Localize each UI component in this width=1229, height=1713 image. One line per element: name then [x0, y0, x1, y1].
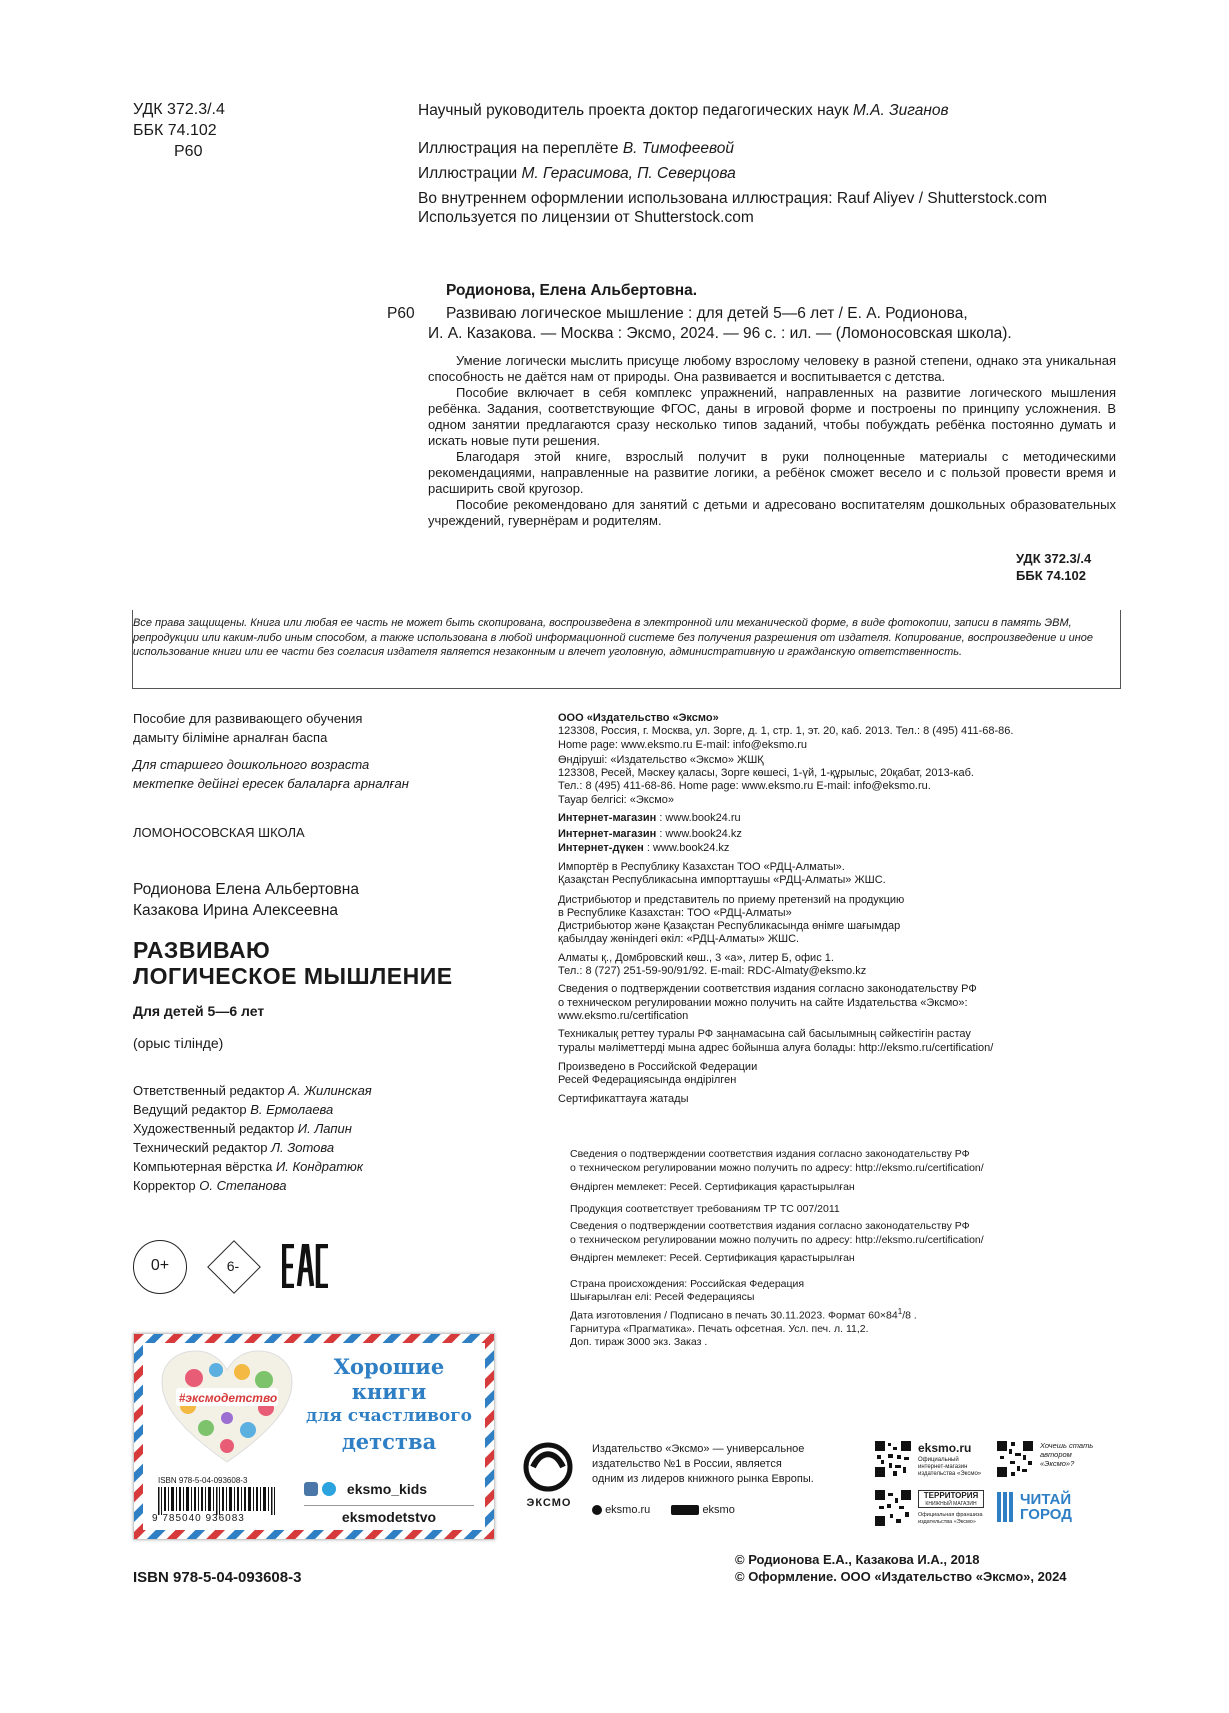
scientific-name: М.А. Зиганов: [852, 102, 949, 119]
eksmo-links: [592, 1503, 735, 1517]
copyright-2: © Оформление. ООО «Издательство «Эксмо», 2024: [735, 1569, 1067, 1584]
staff-role: Ответственный редактор: [133, 1083, 285, 1098]
made-2: Ресей Федерациясында өндірілген: [558, 1074, 737, 1087]
chitai-bar: [1003, 1492, 1007, 1522]
qr2-title: Хочешь стать автором «Эксмо»?: [1040, 1441, 1094, 1468]
biblio-udk: УДК 372.3/.4: [1016, 551, 1092, 566]
promo-headline-3: для счастливого: [306, 1406, 472, 1426]
cover-name: В. Тимофеевой: [622, 140, 734, 157]
heart-collage: [158, 1348, 296, 1466]
staff-row: [133, 1100, 372, 1119]
made-1: Произведено в Российской Федерации: [558, 1060, 758, 1073]
barcode-block: [150, 1476, 288, 1526]
qr1-sub: Официальный интернет-магазин издательства «Эксмо»: [918, 1457, 982, 1477]
scientific-line: [418, 101, 949, 120]
shutterstock-line-2: Используется по лицензии от Shutterstock.com: [418, 209, 754, 226]
vk-icon: [304, 1482, 318, 1496]
age-kz: мектепке дейінгі ересек балаларға арналған: [133, 776, 409, 791]
eksmo-desc-3: одним из лидеров книжного рынка Европы.: [592, 1473, 814, 1485]
annotation: [428, 353, 1116, 529]
eac-icon: [282, 1244, 330, 1288]
staff-role: Корректор: [133, 1178, 196, 1193]
promo-headline-2: книги: [351, 1379, 427, 1404]
shop-2: [558, 828, 1138, 841]
dist-2: в Республике Казахстан: ТОО «РДЦ-Алматы»: [558, 906, 792, 919]
series-name: ЛОМОНОСОВСКАЯ ШКОЛА: [133, 825, 305, 840]
dist-1: Дистрибьютор и представитель по приему претензий на продукцию: [558, 893, 905, 906]
barcode-bars: [158, 1487, 282, 1515]
territory-sub: КНИЖНЫЙ МАГАЗИН: [925, 1501, 977, 1507]
shop-1: [558, 812, 1138, 825]
chitai-1: ЧИТАЙ: [1020, 1491, 1072, 1508]
purpose-kz: дамыту біліміне арналған баспа: [133, 730, 328, 745]
book-title-1: РАЗВИВАЮ: [133, 937, 271, 963]
s2d: Өндірген мемлекет: Ресей. Сертификация қарастырылған: [570, 1252, 855, 1264]
copyright-1: © Родионова Е.А., Казакова И.А., 2018: [735, 1552, 980, 1567]
format-sup: 1: [897, 1306, 903, 1316]
qr1-title[interactable]: eksmo.ru: [918, 1441, 972, 1455]
staff-row: [133, 1119, 372, 1138]
shop-label: Интернет-магазин: [558, 828, 657, 841]
annotation-paragraph: Пособие рекомендовано для занятий с детьми и адресовано воспитателям дошкольных образовательных учреждений, гувернёрам и родителям.: [428, 497, 1116, 528]
font-line: Гарнитура «Прагматика». Печать офсетная. Усл. печ. л. 11,2.: [570, 1322, 869, 1335]
author-1: Родионова Елена Альбертовна: [133, 881, 359, 898]
staff-name: И. Кондратюк: [276, 1159, 363, 1174]
footer-isbn: ISBN 978-5-04-093608-3: [133, 1569, 302, 1586]
sert-kz: Сертификаттауға жатады: [558, 1093, 689, 1106]
print-date: [570, 1305, 1130, 1323]
eksmo-logo-icon: [523, 1440, 573, 1494]
biblio-bbk: ББК 74.102: [1016, 568, 1086, 583]
eksmo-site[interactable]: eksmo.ru: [605, 1504, 651, 1516]
book-subtitle: Для детей 5—6 лет: [133, 1003, 265, 1019]
age-mark-diamond: [208, 1241, 258, 1291]
barcode-isbn: ISBN 978-5-04-093608-3: [158, 1476, 248, 1485]
tel-kz: Тел.: 8 (495) 411-68-86. Home page: www.eksmo.ru E-mail: info@eksmo.ru.: [558, 780, 931, 793]
shop-label: Интернет-дүкен: [558, 841, 644, 854]
territory-desc: Официальная франшиза издательства «Эксмо»: [918, 1512, 983, 1525]
chitai-gorod-text: [1020, 1492, 1072, 1522]
qr-code-icon: [997, 1441, 1033, 1477]
qr-code-icon: [875, 1441, 911, 1477]
age-mark-circle: [133, 1240, 187, 1294]
rights-text: Все права защищены. Книга или любая ее часть не может быть скопирована, воспроизведена в электронной или механической форме, в виде фотокопии, записи в память ЭВМ, репродукции или каким-либо иным способом, а также использована в любой информационной системе без получения разрешения от издателя. Копирование, воспроизведение и иное использование книги или ее части без согласия издателя является незаконным и влечет уголовную, административную и гражданскую ответственность.: [133, 617, 1094, 658]
promo-headline-4: детства: [341, 1429, 437, 1454]
staff-role: Технический редактор: [133, 1140, 268, 1155]
cover-prefix: Иллюстрация на переплёте: [418, 140, 619, 157]
shop-3: [558, 842, 1138, 855]
age-ru: Для старшего дошкольного возраста: [133, 757, 370, 772]
bbk-top: ББК 74.102: [133, 122, 217, 139]
eksmo-desc-1: Издательство «Эксмо» — универсальное: [592, 1443, 805, 1455]
eksmo-description: [592, 1442, 814, 1487]
qr-code-icon: [875, 1490, 911, 1526]
eksmo-logo-text: ЭКСМО: [526, 1497, 572, 1509]
shutterstock-line-1: Во внутреннем оформлении использована иллюстрация: Rauf Aliyev / Shutterstock.com: [418, 190, 1048, 207]
code-top: Р60: [174, 143, 203, 160]
social-row-2: [304, 1505, 474, 1527]
shop-label: Интернет-магазин: [558, 812, 657, 825]
rights-box: [132, 610, 1121, 689]
promo-headline-1: Хорошие: [333, 1354, 445, 1379]
illus-names: М. Герасимова, П. Северцова: [521, 165, 736, 182]
address-kz: 123308, Ресей, Мәскеу қаласы, Зорге көшесі, 1-үй, 1-құрылыс, 20қабат, 2013-каб.: [558, 767, 974, 780]
staff-role: Компьютерная вёрстка: [133, 1159, 273, 1174]
s1c: Өндірген мемлекет: Ресей. Сертификация қарастырылған: [570, 1181, 855, 1193]
web-icon: [592, 1505, 602, 1515]
publisher-name: ООО «Издательство «Эксмо»: [558, 712, 719, 724]
shop-url[interactable]: : www.book24.kz: [643, 841, 730, 854]
chitai-bar: [1009, 1492, 1013, 1522]
certkz-2: туралы мәліметтерді мына адрес бойынша алуға болады: http://eksmo.ru/certification/: [558, 1041, 994, 1054]
s2a: Продукция соответствует требованиям ТР ТС 007/2011: [570, 1202, 840, 1215]
biblio-code: Р60: [387, 305, 415, 322]
telegram-icon: [322, 1482, 336, 1496]
staff-name: О. Степанова: [199, 1178, 287, 1193]
publisher-home: Home page: www.eksmo.ru E-mail: info@eksmo.ru: [558, 738, 807, 751]
print-date-text: Дата изготовления / Подписано в печать 30.11.2023. Формат 60×84: [570, 1309, 898, 1321]
shop-url[interactable]: : www.book24.ru: [656, 812, 741, 825]
biblio-author: Родионова, Елена Альбертовна.: [446, 282, 698, 299]
country-1: Страна происхождения: Российская Федерация: [570, 1277, 805, 1290]
cert-3[interactable]: www.eksmo.ru/certification: [558, 1009, 689, 1022]
staff-list: [133, 1081, 372, 1195]
staff-row: [133, 1176, 372, 1195]
purpose-ru: Пособие для развивающего обучения: [133, 711, 363, 726]
promo-headline: [304, 1354, 474, 1454]
language-note: (орыс тілінде): [133, 1035, 224, 1051]
staff-role: Художественный редактор: [133, 1121, 295, 1136]
annotation-paragraph: Благодаря этой книге, взрослый получит в руки полноценные материалы с методическими рекомендациями, направленные на развитие логики, а ребёнок сможет весело и с пользой провести время и расширить свой кругозор.: [428, 449, 1116, 496]
social-handle-1[interactable]: eksmo_kids: [346, 1480, 428, 1497]
staff-name: И. Лапин: [297, 1121, 352, 1136]
staff-role: Ведущий редактор: [133, 1102, 247, 1117]
s1a: Сведения о подтверждении соответствия издания согласно законодательству РФ: [570, 1148, 970, 1160]
print-run: Доп. тираж 3000 экз. Заказ .: [570, 1336, 708, 1348]
importer-2: Қазақстан Республикасына импорттаушы «РДЦ-Алматы» ЖШС.: [558, 874, 886, 887]
social-row-1: [304, 1480, 474, 1502]
eac-label: EAC: [282, 1244, 285, 1245]
shop-url[interactable]: : www.book24.kz: [656, 828, 742, 841]
staff-row: [133, 1157, 372, 1176]
social-handle-2[interactable]: eksmodetstvo: [341, 1509, 437, 1525]
cert-2: о техническом регулировании можно получить на сайте Издательства «Эксмо»:: [558, 996, 968, 1009]
staff-row: [133, 1081, 372, 1100]
s2b: Сведения о подтверждении соответствия издания согласно законодательству РФ: [570, 1220, 970, 1232]
s1b: о техническом регулировании можно получить по адресу: http://eksmo.ru/certification/: [570, 1161, 984, 1174]
publisher-address: 123308, Россия, г. Москва, ул. Зорге, д. 1, стр. 1, эт. 20, каб. 2013. Тел.: 8 (495) 411-68-86.: [558, 725, 1014, 738]
country-2: Шығарылған елі: Ресей Федерациясы: [570, 1291, 755, 1303]
dist-4: қабылдау жөніндегі өкіл: «РДЦ-Алматы» ЖШС.: [558, 933, 800, 946]
cert-1: Сведения о подтверждении соответствия издания согласно законодательству РФ: [558, 983, 977, 996]
age-mark-label: 0+: [150, 1257, 170, 1274]
author-2: Казакова Ирина Алексеевна: [133, 902, 339, 919]
chitai-bar: [997, 1492, 1001, 1522]
illus-prefix: Иллюстрации: [418, 165, 518, 182]
staff-row: [133, 1138, 372, 1157]
publisher-info: [558, 712, 1138, 1107]
importer-1: Импортёр в Республику Казахстан ТОО «РДЦ-Алматы».: [558, 860, 845, 873]
chitai-gorod-icon: [997, 1492, 1017, 1522]
brand-kz: Тауар белгісі: «Эксмо»: [558, 793, 675, 806]
cover-illustration-line: [418, 139, 734, 158]
chitai-2: ГОРОД: [1020, 1506, 1072, 1523]
cert-block: [570, 1148, 1130, 1350]
almaty-2: Тел.: 8 (727) 251-59-90/91/92. E-mail: RDC-Almaty@eksmo.kz: [558, 965, 867, 978]
eksmo-desc-2: издательство №1 в России, является: [592, 1458, 782, 1470]
age-mark-2: 6-: [226, 1258, 240, 1274]
social-icons: [671, 1505, 699, 1515]
dist-3: Дистрибьютор және Қазақстан Республикасында өнімге шағымдар: [558, 920, 901, 933]
book-title-2: ЛОГИЧЕСКОЕ МЫШЛЕНИЕ: [133, 963, 453, 989]
s2c: о техническом регулировании можно получить по адресу: http://eksmo.ru/certification/: [570, 1233, 984, 1246]
almaty-1: Алматы қ., Домбровский көш., 3 «а», литер Б, офис 1.: [558, 951, 834, 964]
promo-social: [304, 1480, 474, 1527]
staff-name: В. Ермолаева: [250, 1102, 334, 1117]
eksmo-social[interactable]: eksmo: [702, 1504, 735, 1516]
illustrations-line: [418, 164, 736, 183]
territory-logo: [918, 1490, 984, 1508]
biblio-line-1: Развиваю логическое мышление : для детей 5—6 лет / Е. А. Родионова,: [446, 305, 968, 322]
promo-card: [133, 1333, 495, 1540]
annotation-paragraph: Пособие включает в себя комплекс упражнений, направленных на развитие логического мышления ребёнка. Задания, соответствующие ФГОС, даны в игровой форме и построены по принципу усложнения. В одном занятии предлагаются сразу несколько типов заданий, чтобы побуждать ребёнка постоянно думать и искать новые пути решения.: [428, 385, 1116, 448]
scientific-prefix: Научный руководитель проекта доктор педагогических наук: [418, 102, 849, 119]
footer-copyright: [735, 1551, 1067, 1585]
staff-name: Л. Зотова: [271, 1140, 335, 1155]
staff-name: А. Жилинская: [288, 1083, 372, 1098]
maker-kz: Өндіруші: «Издательство «Эксмо» ЖШҚ: [558, 753, 764, 766]
annotation-paragraph: Умение логически мыслить присуще любому взрослому человеку в разной степени, однако эта уникальная способность не даётся нам от природы. Она развивается и воспитывается с детства.: [428, 353, 1116, 384]
certkz-1: Техникалық реттеу туралы РФ заңнамасына сай басылымның сәйкестігін растау: [558, 1028, 971, 1041]
biblio-line-2: И. А. Казакова. — Москва : Эксмо, 2024. — 96 с. : ил. — (Ломоносовская школа).: [428, 325, 1012, 342]
barcode-digits: 9 785040 936083: [152, 1513, 245, 1524]
udk-top: УДК 372.3/.4: [133, 101, 225, 118]
format-sub: /8 .: [902, 1309, 917, 1321]
heart-tag: #эксмодетство: [178, 1391, 278, 1405]
territory-title: ТЕРРИТОРИЯ: [923, 1491, 979, 1500]
